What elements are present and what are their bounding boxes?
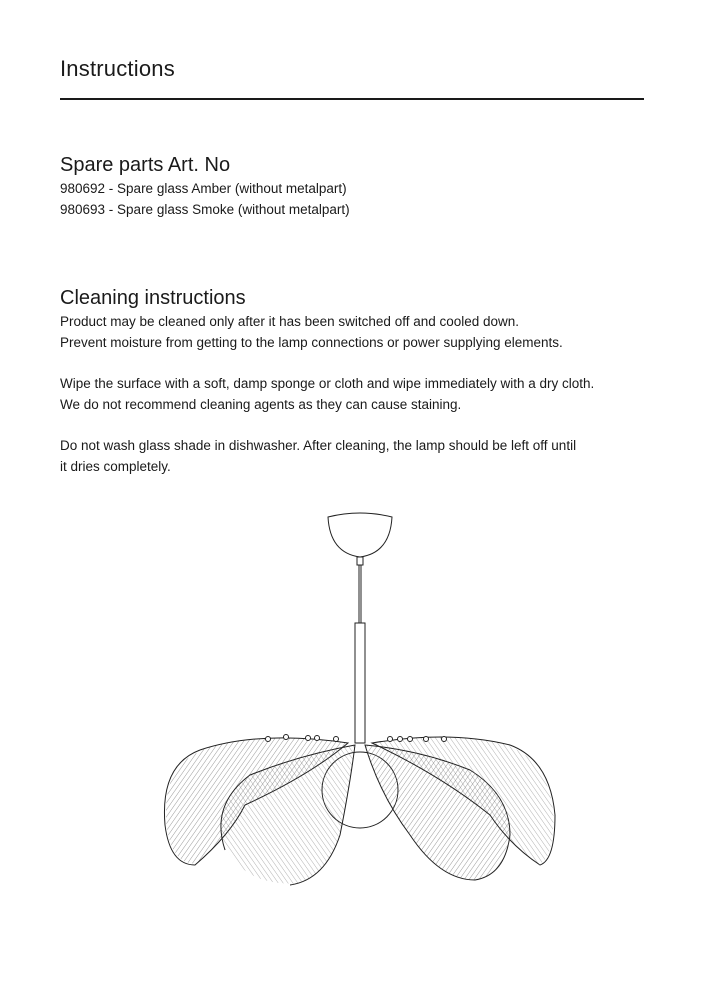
stem-icon [355, 623, 365, 743]
cleaning-line: Do not wash glass shade in dishwasher. After cleaning, the lamp should be left off until [60, 438, 577, 453]
ceiling-canopy-icon [328, 513, 392, 557]
spare-part-item: 980692 - Spare glass Amber (without metalpart) [60, 181, 347, 196]
spare-part-item: 980693 - Spare glass Smoke (without metalpart) [60, 202, 350, 217]
spare-parts-list [60, 178, 350, 220]
cleaning-line: Product may be cleaned only after it has been switched off and cooled down. [60, 314, 520, 329]
cleaning-line: Prevent moisture from getting to the lamp connections or power supplying elements. [60, 335, 563, 350]
page-title: Instructions [60, 56, 175, 81]
cleaning-line: We do not recommend cleaning agents as they can cause staining. [60, 397, 462, 412]
spare-parts-heading: Spare parts Art. No [60, 154, 231, 176]
title-divider [60, 98, 644, 100]
cleaning-line: it dries completely. [60, 459, 171, 474]
cleaning-text [60, 311, 594, 477]
cleaning-heading: Cleaning instructions [60, 287, 246, 309]
cord-icon [357, 557, 363, 565]
pendant-lamp-illustration [150, 505, 570, 905]
cleaning-line: Wipe the surface with a soft, damp sponge or cloth and wipe immediately with a dry cloth. [60, 376, 595, 391]
